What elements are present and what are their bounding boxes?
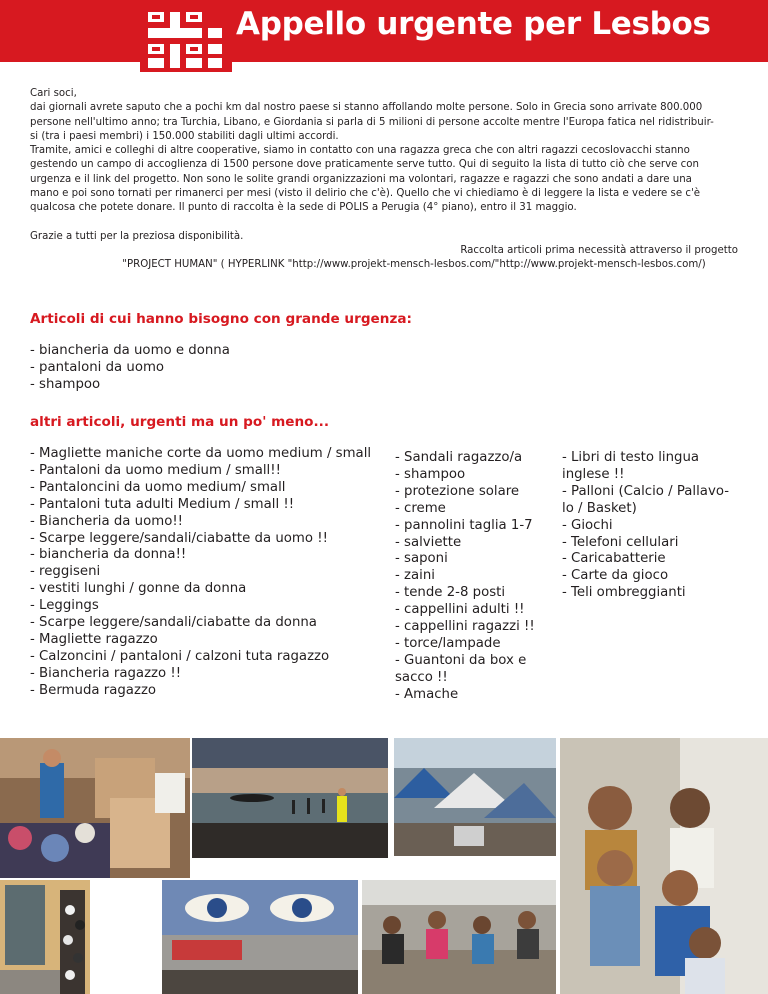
other-list-col3 [562,450,729,602]
list-item: - Scarpe leggere/sandali/ciabatte da uomo !! [30,530,328,546]
urgent-list [30,343,230,394]
list-item: - Scarpe leggere/sandali/ciabatte da donna [30,615,317,631]
list-item: - protezione solare [395,483,520,499]
list-item: - Pantaloni tuta adulti Medium / small !! [30,496,295,512]
list-item: - pannolini taglia 1-7 [395,517,533,533]
list-item: - Amache [395,686,459,702]
list-item: - torce/lampade [395,635,501,651]
other-list-col1 [30,446,371,700]
children-smiling-photo [560,738,768,994]
greeting: Cari soci, [30,88,77,99]
list-item: - Guantoni da box e [395,652,527,668]
list-item: inglese !! [562,466,625,482]
list-item: - biancheria da uomo e donna [30,343,230,358]
intro-line: gestendo un campo di accoglienza di 1500 persone dove praticamente serve tutto. Qui di seguito la lista di tutto ciò che serve con [30,159,699,171]
list-item: - shampoo [395,466,466,482]
intro-line: mano e poi sono tornati per rimanerci per mesi (visto il delirio che c'è). Quello che vi chiediamo è di leggere la lista e vedere se c'è [30,188,701,200]
list-item: - biancheria da donna!! [30,547,187,563]
list-item: - Teli ombreggianti [562,585,686,601]
project-link[interactable]: "PROJECT HUMAN" ( HYPERLINK "http://www.projekt-mensch-lesbos.com/"http://www.projekt-mensch-lesbos.com/) [122,259,706,271]
list-item: - creme [395,500,446,516]
list-item: lo / Basket) [562,500,637,516]
beach-sunset-boat-arrival-photo [192,738,388,858]
list-item: - reggiseni [30,564,101,580]
list-item: - Leggings [30,598,99,614]
list-item: - zaini [395,568,435,584]
list-item: - saponi [395,551,448,567]
urgent-section-title: Articoli di cui hanno bisogno con grande urgenza: [30,311,412,327]
page-title: Appello urgente per Lesbos [236,6,711,42]
list-item: - Giochi [562,517,613,533]
list-item: - Libri di testo lingua [562,450,700,465]
shoes-rack-building-photo [0,880,90,994]
list-item: - shampoo [30,376,101,392]
list-item: - Carte da gioco [562,568,669,584]
red-cross-squares-logo [140,6,232,72]
list-item: - Sandali ragazzo/a [395,450,523,465]
list-item: - pantaloni da uomo [30,359,165,375]
list-item: - vestiti lunghi / gonne da donna [30,581,247,597]
list-item: - cappellini ragazzi !! [395,619,535,635]
list-item: - Palloni (Calcio / Pallavo- [562,483,730,499]
list-item: - Telefoni cellulari [562,534,679,550]
list-item: - tende 2-8 posti [395,585,506,601]
list-item: - Pantaloni da uomo medium / small!! [30,462,281,478]
intro-line: qualcosa che potete donare. Il punto di raccolta è la sede di POLIS a Perugia (4° piano), entro il 31 maggio. [30,202,577,214]
list-item: - Calzoncini / pantaloni / calzoni tuta ragazzo [30,648,330,664]
list-item: - salviette [395,534,462,550]
list-item: - Biancheria ragazzo !! [30,665,182,681]
intro-line: urgenza e il link del progetto. Non sono le solite grandi organizzazioni ma volontari, ragazze e ragazzi che sono andati a dare una [30,173,692,185]
graffiti-eyes-wall-photo [162,880,358,994]
list-item: - Magliette maniche corte da uomo medium / small [30,446,372,461]
intro-letter [30,87,738,273]
kids-playing-camp-photo [362,880,556,994]
list-item: - Bermuda ragazzo [30,682,157,698]
intro-line: si (tra i paesi membri) i 150.000 stabiliti dagli ultimi accordi. [30,130,339,142]
list-item: sacco !! [395,669,448,685]
list-item: - Magliette ragazzo [30,631,158,647]
list-item: - cappellini adulti !! [395,602,525,618]
project-line: Raccolta articoli prima necessità attraverso il progetto [460,244,738,256]
intro-line: Tramite, amici e colleghi di altre cooperative, siamo in contatto con una ragazza greca che con altri ragazzi cecoslovacchi stanno [30,145,690,157]
tents-camp-photo [394,738,556,856]
list-item: - Caricabatterie [562,551,666,567]
thanks-line: Grazie a tutti per la preziosa disponibilità. [30,230,244,242]
volunteer-warehouse-clothes-photo [0,738,190,878]
list-item: - Biancheria da uomo!! [30,513,183,529]
intro-line: dai giornali avrete saputo che a pochi km dal nostro paese si stanno affollando molte persone. Solo in Grecia sono arrivate 800.000 [30,102,703,114]
other-list-col2 [395,450,535,704]
intro-line: persone nell'ultimo anno; tra Turchia, Libano, e Giordania si parla di 5 milioni di persone accolte mentre l'Europa fatica nel ridistribuir- [30,116,714,128]
other-section-title: altri articoli, urgenti ma un po' meno... [30,414,329,430]
list-item: - Pantaloncini da uomo medium/ small [30,479,286,495]
